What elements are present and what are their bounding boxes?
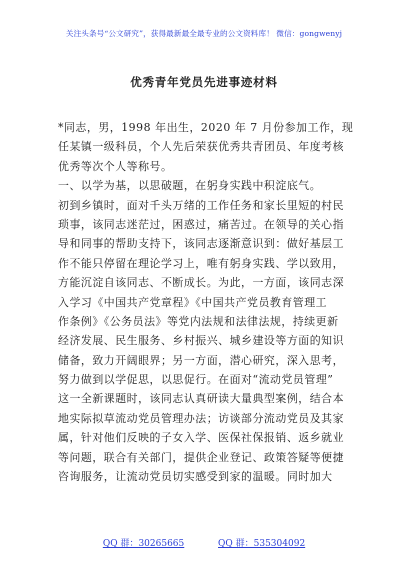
body-line: 导和同事的帮助支持下，该同志逐渐意识到：做好基层工 [58,237,345,251]
body-line: 经济发展、民生服务、乡村振兴、城乡建设等方面的知识 [58,334,345,348]
body-line: 优秀等次个人等称号。 [58,159,173,173]
body-line: 任某镇一级科员，个人先后荣获优秀共青团员、年度考核 [58,140,345,154]
document-title: 优秀青年党员先进事迹材料 [130,75,278,89]
body-line: 初到乡镇时，面对千头万绪的工作任务和家长里短的村民 [58,198,345,212]
body-line: 入学习《中国共产党章程》《中国共产党员教育管理工 [58,295,328,309]
qq-group-1: QQ 群：30265665 [102,539,185,549]
body-line: 等问题，联合有关部门，提供企业登记、政策答疑等便捷 [58,450,345,464]
body-line: 这一全新课题时，该同志认真研读大量典型案例，结合本 [58,392,345,406]
header-banner: 关注头条号“公文研究”，获得最新最全最专业的公文资料库！ 微信：gongwenyj [65,29,343,38]
body-line: 作条例》《公务员法》等党内法规和法律法规，持续更新 [58,314,339,328]
body-line: 一、以学为基，以思破题，在躬身实践中积淀底气。 [58,179,322,193]
body-line: 属，针对他们反映的子女入学、医保社保报销、返乡就业 [58,431,345,445]
document-body [58,118,354,486]
footer-contact [0,536,408,549]
body-line: 咨询服务，让流动党员切实感受到家的温暖。同时加大 [58,470,333,484]
body-line: 作不能只停留在理论学习上，唯有躬身实践、学以致用， [58,256,345,270]
body-line: 琐事，该同志迷茫过，困惑过，痛苦过。在领导的关心指 [58,217,345,231]
body-line: *同志，男，1998 年出生，2020 年 7 月份参加工作，现 [58,121,354,134]
qq-group-2: QQ 群：535304092 [218,539,306,549]
body-line: 地实际拟草流动党员管理办法；访谈部分流动党员及其家 [58,411,345,425]
body-line: 方能沉淀自该同志、不断成长。为此，一方面，该同志深 [58,276,345,290]
body-line: 储备，致力开阔眼界；另一方面，潜心研究，深入思考， [58,353,345,367]
body-line: 努力做到以学促思，以思促行。在面对“流动党员管理” [58,373,334,387]
